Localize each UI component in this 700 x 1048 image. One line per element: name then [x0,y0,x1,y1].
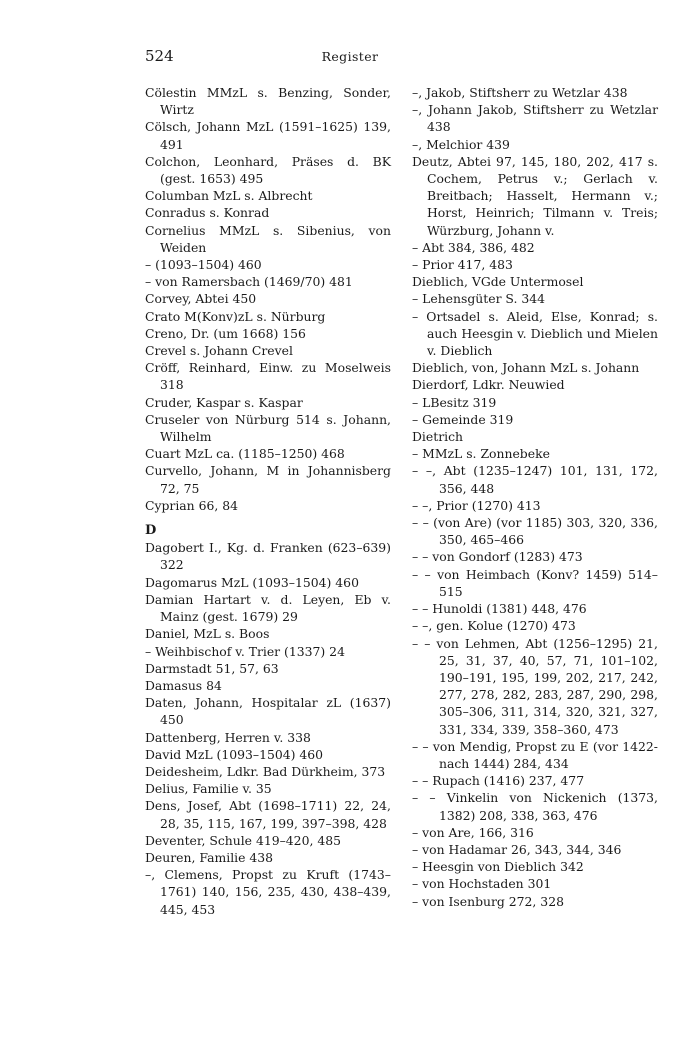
index-entry: Creno, Dr. (um 1668) 156 [145,325,306,341]
running-head: Register [321,49,379,64]
index-entry: Crato M(Konv)zL s. Nürburg [145,308,326,324]
index-entry: – Abt 384, 386, 482 [412,239,535,255]
index-entry: Cruder, Kaspar s. Kaspar [145,394,303,410]
index-entry: – Prior 417, 483 [412,257,513,273]
index-entry: – – von Gondorf (1283) 473 [412,549,583,565]
index-entry: Curvello, Johann, M in Johannisberg 72, 75 [145,463,391,496]
index-entry: – – Vinkelin von Nickenich (1373, 1382) 208, 338, 363, 476 [412,790,658,823]
index-column-left [145,84,391,918]
index-entry: – –, Abt (1235–1247) 101, 131, 172, 356, 448 [412,463,658,496]
index-entry: Conradus s. Konrad [145,205,270,221]
index-entry: – – (von Are) (vor 1185) 303, 320, 336, 350, 465–466 [412,515,658,548]
index-entry: Dagobert I., Kg. d. Franken (623–639) 322 [145,540,391,573]
index-entry: Dieblich, VGde Untermosel [412,274,584,290]
index-entry: Crevel s. Johann Crevel [145,343,293,359]
index-entry: Dierdorf, Ldkr. Neuwied [412,377,565,393]
index-entry: –, Melchior 439 [412,136,510,152]
index-entry: Cruseler von Nürburg 514 s. Johann, Wilhelm [145,411,391,445]
index-entry: – – Hunoldi (1381) 448, 476 [412,601,587,617]
index-entry: Dattenberg, Herren v. 338 [145,729,311,745]
page-number: 524 [145,47,174,65]
section-letter-d: D [145,523,157,539]
index-entry: Deuren, Familie 438 [145,849,274,865]
index-column-right [412,84,658,910]
index-entry: Cröff, Reinhard, Einw. zu Moselweis 318 [145,360,391,393]
index-entry: – von Hadamar 26, 343, 344, 346 [412,841,622,857]
index-entry: Deidesheim, Ldkr. Bad Dürkheim, 373 [145,763,386,779]
index-entry: – – von Heimbach (Konv? 1459) 514–515 [412,566,658,599]
index-entry: Darmstadt 51, 57, 63 [145,660,279,676]
index-entry: – von Isenburg 272, 328 [412,893,564,909]
index-entry: – Ortsadel s. Aleid, Else, Konrad; s. auch Heesgin v. Dieblich und Mielen v. Dieblich [412,308,658,359]
index-entry: Cyprian 66, 84 [145,497,239,513]
index-entry: Cölestin MMzL s. Benzing, Sonder, Wirtz [145,85,391,118]
index-group-d [145,539,391,917]
index-entry: – von Ramersbach (1469/70) 481 [145,274,353,290]
index-entry: – von Hochstaden 301 [412,876,552,892]
index-entry: – – von Mendig, Propst zu E (vor 1422- nach 1444) 284, 434 [412,738,658,771]
index-entry: –, Jakob, Stiftsherr zu Wetzlar 438 [412,85,628,100]
index-entry: – (1093–1504) 460 [145,257,262,273]
index-entry: Damian Hartart v. d. Leyen, Eb v. Mainz (gest. 1679) 29 [145,591,391,625]
index-entry: Corvey, Abtei 450 [145,291,257,307]
index-entry: Dietrich [412,429,464,445]
index-entry: Cölsch, Johann MzL (1591–1625) 139, 491 [145,119,391,152]
index-entry: – – Rupach (1416) 237, 477 [412,773,585,789]
index-entry: – –, Prior (1270) 413 [412,497,541,513]
index-entry: – von Are, 166, 316 [412,824,534,840]
index-entry: Damasus 84 [145,677,222,693]
index-entry: –, Johann Jakob, Stiftsherr zu Wetzlar 438 [412,102,658,135]
index-entry: – – von Lehmen, Abt (1256–1295) 21, 25, 31, 37, 40, 57, 71, 101–102, 190–191, 195, 199, 202, 217, 242, 277, 278, 282, 283, 287, 290, 298, 305–306, 311, 314, 320, 321, 327, 331, 334, 339, 358–360, 473 [412,635,658,737]
index-entry: Dagomarus MzL (1093–1504) 460 [145,574,359,590]
index-entry: Delius, Familie v. 35 [145,781,272,797]
index-entry: – Heesgin von Dieblich 342 [412,859,584,875]
index-entry: Deventer, Schule 419–420, 485 [145,832,341,848]
index-entry: Colchon, Leonhard, Präses d. BK (gest. 1653) 495 [145,153,391,187]
index-entry: Cornelius MMzL s. Sibenius, von Weiden [145,222,391,255]
index-group-c [145,84,391,514]
index-entry: – Lehensgüter S. 344 [412,291,546,307]
index-entry: – –, gen. Kolue (1270) 473 [412,618,576,634]
index-entry: Dens, Josef, Abt (1698–1711) 22, 24, 28, 35, 115, 167, 199, 397–398, 428 [145,798,391,831]
index-entry: Daten, Johann, Hospitalar zL (1637) 450 [145,695,391,728]
index-entry: Columban MzL s. Albrecht [145,188,313,204]
index-entry: Deutz, Abtei 97, 145, 180, 202, 417 s. Cochem, Petrus v.; Gerlach v. Breitbach; Hasselt, Hermann v.; Horst, Heinrich; Tilmann v. Treis; Würzburg, Johann v. [412,153,658,238]
index-entry: – LBesitz 319 [412,394,497,410]
index-entry: –, Clemens, Propst zu Kruft (1743–1761) 140, 156, 235, 430, 438–439, 445, 453 [145,867,391,917]
index-entry: Dieblich, von, Johann MzL s. Johann [412,360,640,376]
index-entry: – Weihbischof v. Trier (1337) 24 [145,643,345,659]
index-entry: – Gemeinde 319 [412,411,514,427]
index-entry: David MzL (1093–1504) 460 [145,746,324,762]
index-entry: Daniel, MzL s. Boos [145,626,270,642]
index-entry: Cuart MzL ca. (1185–1250) 468 [145,446,345,462]
index-entry: – MMzL s. Zonnebeke [412,446,550,462]
